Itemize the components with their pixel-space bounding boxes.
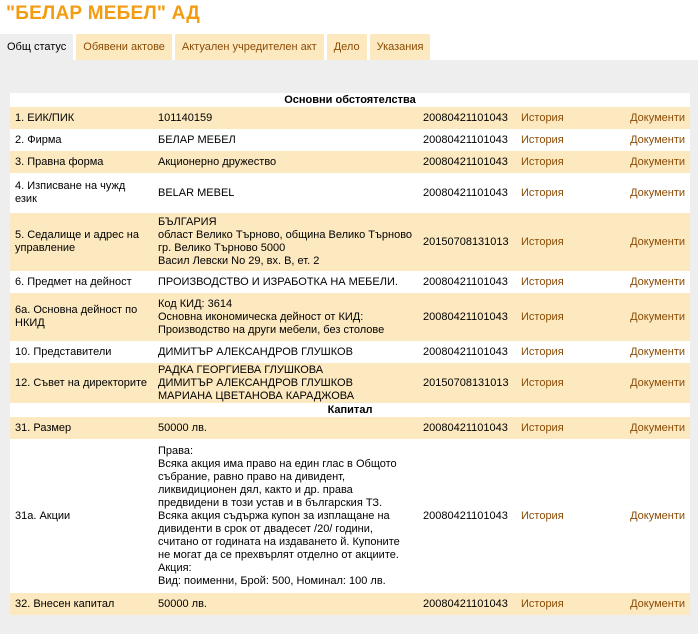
row-value-line: ликвидиционен дял, както и др. права — [158, 483, 353, 496]
row-value-line: Вид: поименни, Брой: 500, Номинал: 100 лв. — [158, 574, 386, 587]
table-row — [10, 271, 690, 293]
row-entry-number: 20080421101043 — [418, 129, 516, 151]
row-value-line: BELAR MEBEL — [158, 186, 235, 199]
row-entry-number: 20150708131013 — [418, 213, 516, 271]
row-entry-number: 20080421101043 — [418, 417, 516, 439]
row-value-line: Всяка акция има право на един глас в Общото — [158, 457, 397, 470]
documents-link[interactable]: Документи — [600, 341, 690, 363]
row-value-line: БЕЛАР МЕБЕЛ — [158, 133, 236, 146]
history-link[interactable]: История — [516, 341, 600, 363]
row-label: 6а. Основна дейност по НКИД — [10, 293, 153, 341]
row-value-line: дивиденти в срок от двадесет /20/ години, — [158, 522, 373, 535]
documents-link[interactable]: Документи — [600, 417, 690, 439]
table-row — [10, 129, 690, 151]
history-link[interactable]: История — [516, 173, 600, 213]
row-value-line: Права: — [158, 444, 194, 457]
row-entry-number: 20080421101043 — [418, 293, 516, 341]
row-label: 1. ЕИК/ПИК — [10, 107, 153, 129]
table-row — [10, 439, 690, 593]
row-value — [153, 417, 418, 439]
row-label: 12. Съвет на директорите — [10, 363, 153, 403]
documents-link[interactable]: Документи — [600, 363, 690, 403]
table-row — [10, 293, 690, 341]
table-row — [10, 173, 690, 213]
documents-link[interactable]: Документи — [600, 293, 690, 341]
table-row — [10, 363, 690, 403]
row-value-line: Производство на други мебели, без столове — [158, 323, 385, 336]
row-value-line: считано от годината на издаването й. Купоните — [158, 535, 400, 548]
row-value — [153, 593, 418, 615]
row-value — [153, 173, 418, 213]
row-entry-number: 20080421101043 — [418, 593, 516, 615]
documents-link[interactable]: Документи — [600, 129, 690, 151]
documents-link[interactable]: Документи — [600, 173, 690, 213]
row-value-line: БЪЛГАРИЯ — [158, 216, 217, 228]
row-label: 3. Правна форма — [10, 151, 153, 173]
row-entry-number: 20080421101043 — [418, 151, 516, 173]
row-value-line: Акционерно дружество — [158, 155, 277, 168]
row-label: 4. Изписване на чужд език — [10, 173, 153, 213]
row-entry-number: 20080421101043 — [418, 341, 516, 363]
row-value-line: 50000 лв. — [158, 421, 207, 434]
history-link[interactable]: История — [516, 151, 600, 173]
tab-3[interactable]: Дело — [327, 34, 367, 60]
row-value — [153, 129, 418, 151]
tab-1[interactable]: Обявени актове — [76, 34, 172, 60]
row-value-line: гр. Велико Търново 5000 — [158, 242, 286, 254]
row-value — [153, 213, 418, 271]
row-entry-number: 20080421101043 — [418, 439, 516, 593]
documents-link[interactable]: Документи — [600, 213, 690, 271]
circumstances-table — [10, 93, 690, 615]
tab-2[interactable]: Актуален учредителен акт — [175, 34, 324, 60]
documents-link[interactable]: Документи — [600, 107, 690, 129]
history-link[interactable]: История — [516, 363, 600, 403]
row-label: 6. Предмет на дейност — [10, 271, 153, 293]
row-value-line: ДИМИТЪР АЛЕКСАНДРОВ ГЛУШКОВ — [158, 376, 353, 389]
row-value — [153, 293, 418, 341]
table-row — [10, 417, 690, 439]
tab-bar — [0, 34, 433, 60]
row-entry-number: 20080421101043 — [418, 271, 516, 293]
table-row — [10, 593, 690, 615]
row-value-line: област Велико Търново, община Велико Търново — [158, 229, 413, 241]
row-value — [153, 363, 418, 403]
history-link[interactable]: История — [516, 417, 600, 439]
history-link[interactable]: История — [516, 271, 600, 293]
row-value-line: Васил Левски No 29, вх. В, ет. 2 — [158, 255, 320, 267]
row-value-line: МАРИАНА ЦВЕТАНОВА КАРАДЖОВА — [158, 389, 355, 402]
row-label: 5. Седалище и адрес на управление — [10, 213, 153, 271]
row-entry-number: 20080421101043 — [418, 107, 516, 129]
row-entry-number: 20150708131013 — [418, 363, 516, 403]
section-header — [10, 93, 690, 107]
row-label: 2. Фирма — [10, 129, 153, 151]
section-title: Основни обстоятелства — [10, 93, 690, 107]
row-value-line: ПРОИЗВОДСТВО И ИЗРАБОТКА НА МЕБЕЛИ. — [158, 275, 398, 288]
row-value — [153, 341, 418, 363]
table-row — [10, 213, 690, 271]
documents-link[interactable]: Документи — [600, 439, 690, 593]
documents-link[interactable]: Документи — [600, 151, 690, 173]
section-title: Капитал — [10, 403, 690, 417]
row-value — [153, 151, 418, 173]
row-value-line: 101140159 — [158, 111, 213, 124]
history-link[interactable]: История — [516, 593, 600, 615]
row-entry-number: 20080421101043 — [418, 173, 516, 213]
row-value-line: 50000 лв. — [158, 597, 207, 610]
history-link[interactable]: История — [516, 439, 600, 593]
row-label: 32. Внесен капитал — [10, 593, 153, 615]
row-value-line: Акция: — [158, 561, 192, 574]
row-label: 10. Представители — [10, 341, 153, 363]
history-link[interactable]: История — [516, 293, 600, 341]
row-value-line: Всяка акция съдържа купон за изплащане на — [158, 509, 390, 522]
row-value-line: Код КИД: 3614 — [158, 297, 233, 310]
table-row — [10, 107, 690, 129]
row-value-line: Основна икономическа дейност от КИД: — [158, 310, 364, 323]
history-link[interactable]: История — [516, 107, 600, 129]
row-value — [153, 107, 418, 129]
row-value — [153, 271, 418, 293]
row-value — [153, 439, 418, 593]
section-header — [10, 403, 690, 417]
row-label: 31. Размер — [10, 417, 153, 439]
row-value-line: ДИМИТЪР АЛЕКСАНДРОВ ГЛУШКОВ — [158, 345, 353, 358]
documents-link[interactable]: Документи — [600, 593, 690, 615]
table-row — [10, 341, 690, 363]
row-value-line: не могат да се прехвърлят отделно от акциите. — [158, 548, 399, 561]
row-value-line: РАДКА ГЕОРГИЕВА ГЛУШКОВА — [158, 363, 324, 376]
row-label: 31а. Акции — [10, 439, 153, 593]
history-link[interactable]: История — [516, 213, 600, 271]
history-link[interactable]: История — [516, 129, 600, 151]
row-value-line: събрание, равно право на дивидент, — [158, 470, 346, 483]
documents-link[interactable]: Документи — [600, 271, 690, 293]
main-content — [0, 60, 698, 634]
tab-4[interactable]: Указания — [370, 34, 431, 60]
table-row — [10, 151, 690, 173]
tab-0[interactable]: Общ статус — [0, 34, 73, 60]
company-title: "БЕЛАР МЕБЕЛ" АД — [6, 3, 200, 24]
row-value-line: предвидени в този устав и в българския ТЗ. — [158, 496, 383, 509]
